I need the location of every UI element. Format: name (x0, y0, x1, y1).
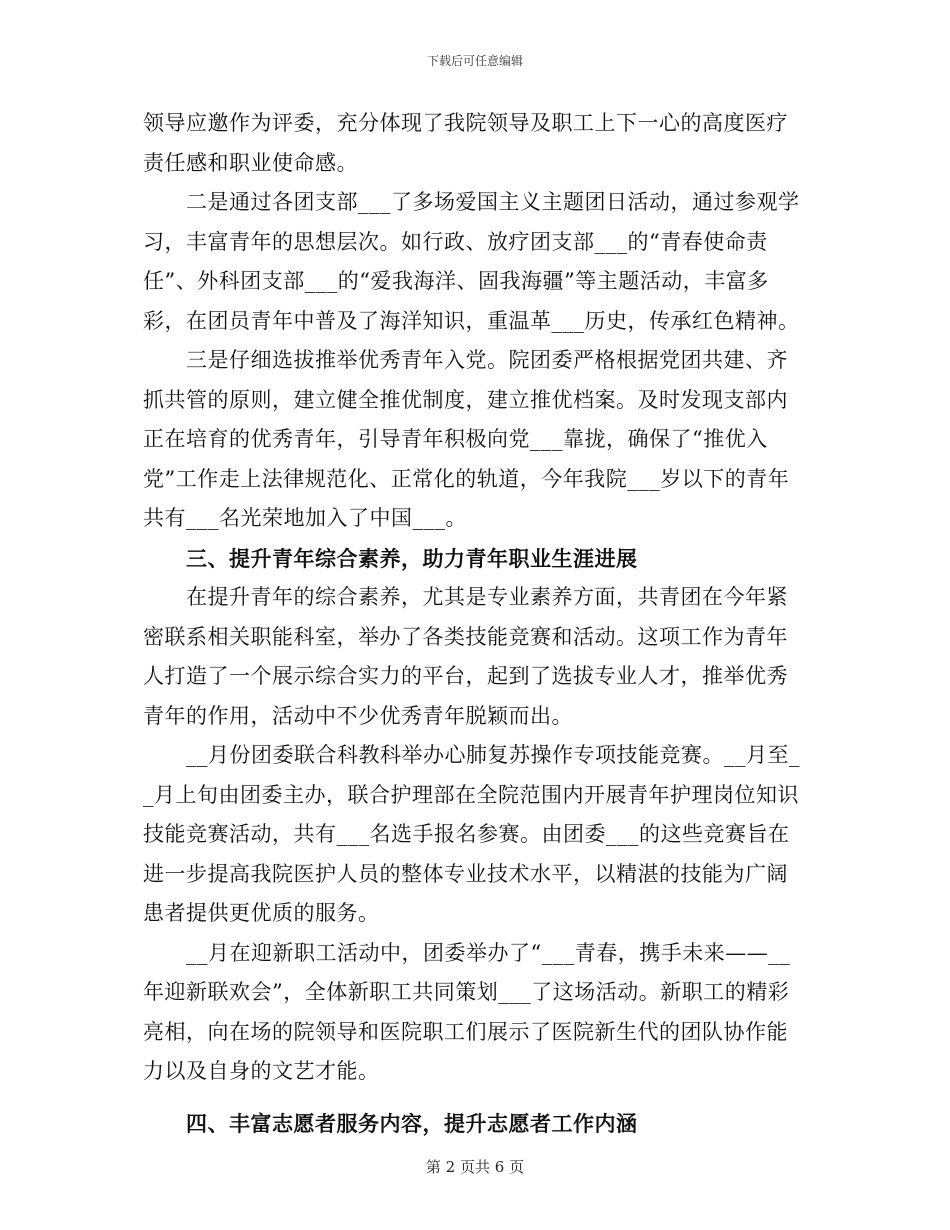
text-line: 责任感和职业使命感。 (143, 150, 358, 175)
text-line: 进一步提高我院医护人员的整体专业技术水平，以精湛的技能为广阔 (143, 861, 788, 886)
text-line: 共有___名光荣地加入了中国___。 (143, 506, 467, 530)
document-body (143, 104, 807, 1143)
spacer (143, 1092, 807, 1104)
text-line: 二是通过各团支部___了多场爱国主义主题团日活动，通过参观学 (143, 190, 800, 214)
section-heading: 三、提升青年综合素养，助力青年职业生涯进展 (143, 545, 638, 571)
text-line: __月份团委联合科教科举办心肺复苏操作专项技能竞赛。__月至_ (143, 743, 800, 767)
text-line: 三是仔细选拔推举优秀青年入党。院团委严格根据党团共建、齐 (143, 348, 788, 372)
paragraph (143, 736, 807, 934)
text-line: 患者提供更优质的服务。 (143, 901, 380, 925)
text-line: 正在培育的优秀青年，引导青年积极向党___靠拢，确保了“推优入 (143, 427, 768, 451)
text-line: 党”工作走上法律规范化、正常化的轨道，今年我院___岁以下的青年 (143, 466, 790, 491)
text-line: 抓共管的原则，建立健全推优制度，建立推优档案。及时发现支部内 (143, 387, 788, 412)
paragraph (143, 341, 807, 539)
text-line: 任”、外科团支部___的“爱我海洋、固我海疆”等主题活动，丰富多 (143, 269, 769, 293)
text-line: _月上旬由团委主办，联合护理部在全院范围内开展青年护理岗位知识 (143, 782, 799, 807)
page-header: 下载后可任意编辑 (426, 54, 523, 68)
text-line: 亮相，向在场的院领导和医院职工们展示了医院新生代的团队协作能 (143, 1019, 788, 1044)
text-line: 青年的作用，活动中不少优秀青年脱颖而出。 (143, 703, 573, 728)
text-line: 在提升青年的综合素养，尤其是专业素养方面，共青团在今年紧 (143, 585, 788, 609)
text-line: 领导应邀作为评委，充分体现了我院领导及职工上下一心的高度医疗 (143, 111, 788, 135)
section-heading: 四、丰富志愿者服务内容，提升志愿者工作内涵 (143, 1110, 638, 1136)
text-line: 密联系相关职能科室，举办了各类技能竞赛和活动。这项工作为青年 (143, 624, 788, 649)
paragraph (143, 183, 807, 341)
text-line: 人打造了一个展示综合实力的平台，起到了选拔专业人才，推举优秀 (143, 664, 788, 688)
text-line: 力以及自身的文艺才能。 (143, 1059, 380, 1083)
page-footer: 第 2 页共 6 页 (425, 1158, 525, 1176)
paragraph (143, 104, 807, 183)
paragraph (143, 578, 807, 736)
text-line: 彩，在团员青年中普及了海洋知识，重温革___历史，传承红色精神。 (143, 308, 800, 333)
text-line: 技能竞赛活动，共有___名选手报名参赛。由团委___的这些竞赛旨在 (143, 822, 790, 846)
text-line: 年迎新联欢会”，全体新职工共同策划___了这场活动。新职工的精彩 (143, 980, 790, 1004)
text-line: __月在迎新职工活动中，团委举办了“___青春，携手未来——__ (143, 940, 791, 965)
text-line: 习，丰富青年的思想层次。如行政、放疗团支部___的“青春使命责 (143, 229, 768, 254)
paragraph (143, 934, 807, 1092)
